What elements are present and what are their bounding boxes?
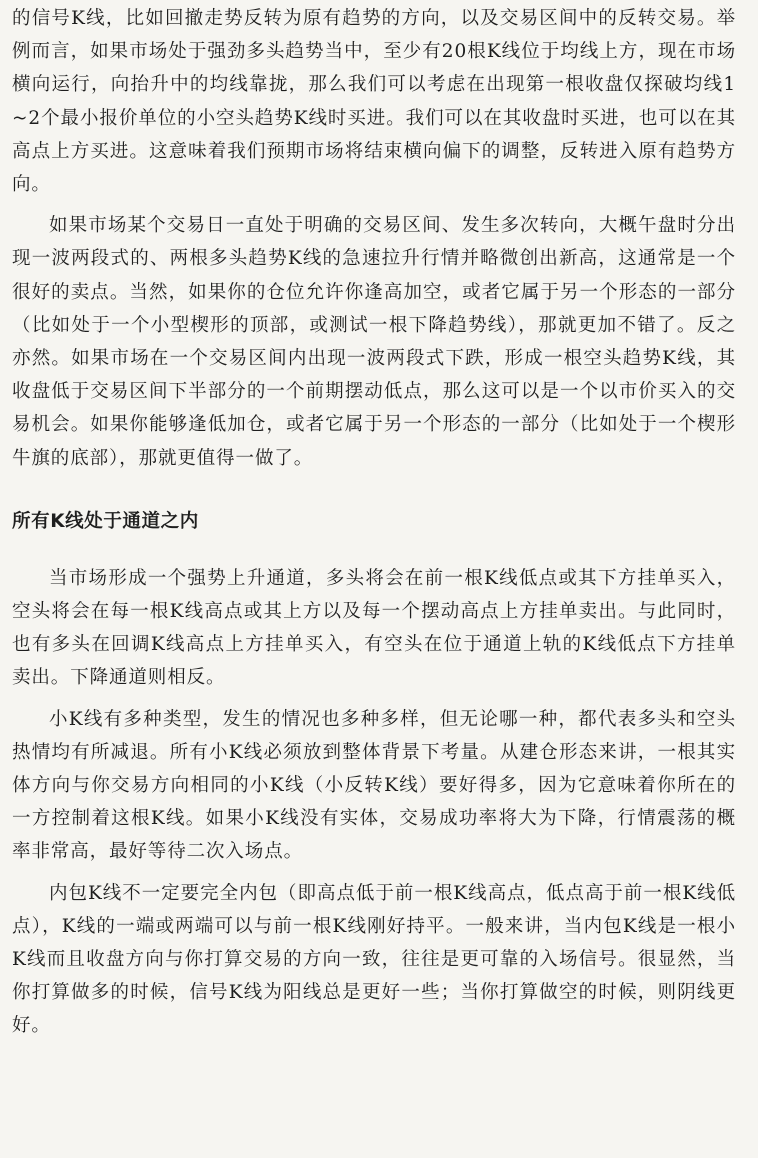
- paragraph-continuation: 的信号K线，比如回撤走势反转为原有趋势的方向，以及交易区间中的反转交易。举例而言，如果市场处于强劲多头趋势当中，至少有20根K线位于均线上方，现在市场横向运行，向抬升中的均线靠拢，那么我们可以考虑在出现第一根收盘仅探破均线1~2个最小报价单位的小空头趋势K线时买进。我们可以在其收盘时买进，也可以在其高点上方买进。这意味着我们预期市场将结束横向偏下的调整，反转进入原有趋势方向。: [12, 8, 736, 196]
- paragraph-trading-range-sell: 如果市场某个交易日一直处于明确的交易区间、发生多次转向，大概午盘时分出现一波两段式的、两根多头趋势K线的急速拉升行情并略微创出新高，这通常是一个很好的卖点。当然，如果你的仓位允许你逢高加空，或者它属于另一个形态的一部分（比如处于一个小型楔形的顶部，或测试一根下降趋势线），那就更加不错了。反之亦然。如果市场在一个交易区间内出现一波两段式下跌，形成一根空头趋势K线，其收盘低于交易区间下半部分的一个前期摆动低点，那么这可以是一个以市价买入的交易机会。如果你能够逢低加仓，或者它属于另一个形态的一部分（比如处于一个楔形牛旗的底部），那就更值得一做了。: [12, 215, 736, 469]
- section-heading: 所有K线处于通道之内: [12, 510, 199, 532]
- paragraph-channel: 当市场形成一个强势上升通道，多头将会在前一根K线低点或其下方挂单买入，空头将会在每一根K线高点或其上方以及每一个摆动高点上方挂单卖出。与此同时，也有多头在回调K线高点上方挂单买入，有空头在位于通道上轨的K线低点下方挂单卖出。下降通道则相反。: [12, 567, 736, 689]
- paragraph-inside-bars: 内包K线不一定要完全内包（即高点低于前一根K线高点，低点高于前一根K线低点），K线的一端或两端可以与前一根K线刚好持平。一般来讲，当内包K线是一根小K线而且收盘方向与你打算交易的方向一致，往往是更可靠的入场信号。很显然，当你打算做多的时候，信号K线为阳线总是更好一些；当你打算做空的时候，则阴线更好。: [12, 882, 736, 1037]
- paragraph-small-bars: 小K线有多种类型，发生的情况也多种多样，但无论哪一种，都代表多头和空头热情均有所减退。所有小K线必须放到整体背景下考量。从建仓形态来讲，一根其实体方向与你交易方向相同的小K线（小反转K线）要好得多，因为它意味着你所在的一方控制着这根K线。如果小K线没有实体，交易成功率将大为下降，行情震荡的概率非常高，最好等待二次入场点。: [12, 708, 736, 863]
